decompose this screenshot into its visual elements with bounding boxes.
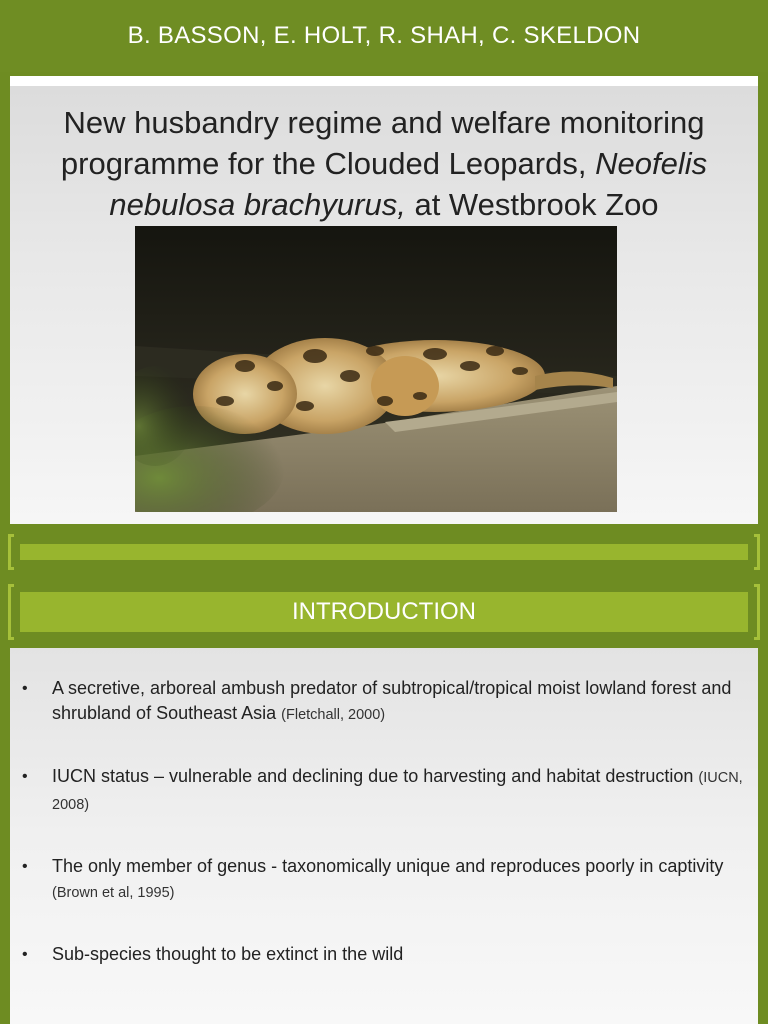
bullet-text: A secretive, arboreal ambush predator of subtropical/tropical moist lowland forest and shrubland of Southeast Asia: [52, 678, 732, 723]
title-panel-inner: [10, 86, 758, 524]
list-item: [10, 676, 758, 728]
poster-title: [10, 102, 758, 225]
title-species: Neofelis nebulosa brachyurus,: [109, 146, 708, 222]
list-item: [10, 942, 758, 969]
bullet-text: IUCN status – vulnerable and declining due to harvesting and habitat destruction: [52, 766, 699, 786]
list-item: [10, 854, 758, 906]
bullet-list: [10, 676, 758, 1005]
bracket-left: [8, 534, 14, 570]
citation: (Brown et al, 1995): [52, 885, 175, 901]
bracket-right: [754, 584, 760, 640]
section-heading-bar: [8, 584, 760, 640]
bullet-icon: •: [22, 680, 28, 697]
bullet-text: The only member of genus - taxonomically unique and reproduces poorly in captivity: [52, 856, 724, 876]
bullet-icon: •: [22, 858, 28, 875]
bullet-text: Sub-species thought to be extinct in the wild: [52, 944, 404, 964]
list-item: [10, 764, 758, 818]
divider-bar-fill: [20, 544, 748, 560]
bracket-left: [8, 584, 14, 640]
introduction-content: [10, 648, 758, 1024]
bullet-icon: •: [22, 768, 28, 785]
title-panel: [10, 76, 758, 524]
authors-header: [0, 0, 768, 72]
leopard-photo-illustration: [135, 226, 617, 512]
citation: (IUCN, 2008): [52, 770, 743, 813]
divider-bar: [8, 534, 760, 570]
title-part1: New husbandry regime and welfare monitoring programme for the Clouded Leopards,: [60, 105, 705, 181]
authors-text: B. BASSON, E. HOLT, R. SHAH, C. SKELDON: [127, 22, 641, 49]
bracket-right: [754, 534, 760, 570]
citation: (Fletchall, 2000): [281, 707, 386, 723]
leopard-photo: [135, 226, 617, 512]
bullet-icon: •: [22, 946, 28, 963]
section-heading: INTRODUCTION: [20, 592, 748, 632]
title-part2: at Westbrook Zoo: [405, 187, 659, 222]
